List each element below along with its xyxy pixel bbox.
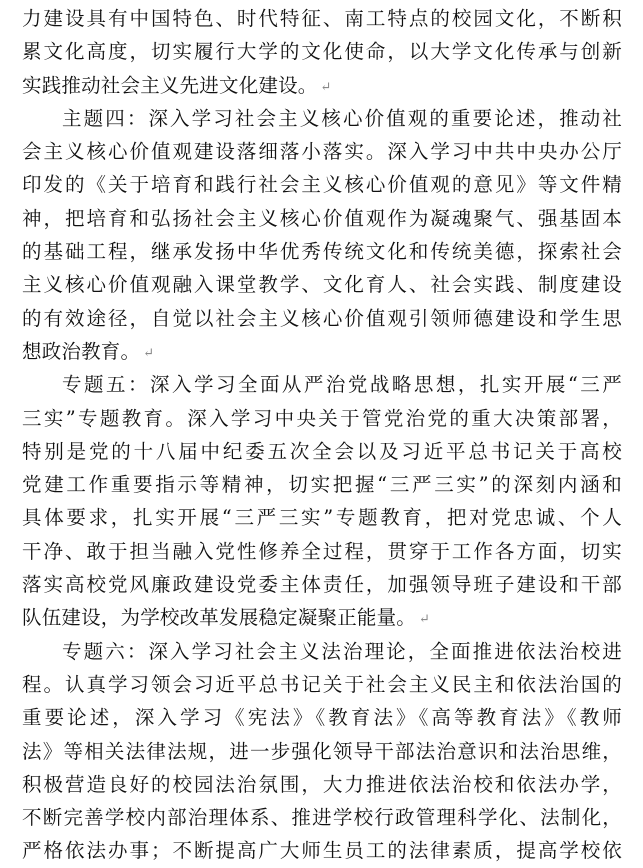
line-text: 落实高校党风廉政建设党委主体责任，加强领导班子建设和干部 <box>22 573 622 597</box>
line-text: 专题六：深入学习社会主义法治理论，全面推进依法治校进 <box>62 639 622 663</box>
paragraph <box>22 102 622 368</box>
line-text: 想政治教育。 <box>22 339 141 363</box>
text-line <box>22 268 622 301</box>
text-line <box>22 735 622 768</box>
paragraph-mark-icon: ↵ <box>143 345 155 361</box>
text-line <box>22 402 622 435</box>
line-text: 专题五：深入学习全面从严治党战略思想，扎实开展“三严 <box>62 373 622 397</box>
text-line <box>22 69 622 102</box>
line-text: 积极营造良好的校园法治氛围，大力推进依法治校和依法办学， <box>22 772 622 796</box>
line-text: 重要论述，深入学习《宪法》《教育法》《高等教育法》《教师 <box>22 706 622 730</box>
text-line <box>22 368 622 401</box>
text-line <box>22 601 622 634</box>
text-line <box>22 834 622 867</box>
text-line <box>22 235 622 268</box>
line-text: 三实”专题教育。深入学习中央关于管党治党的重大决策部署， <box>22 406 622 430</box>
text-line <box>22 168 622 201</box>
line-text: 的基础工程，继承发扬中华优秀传统文化和传统美德，探索社会 <box>22 240 622 264</box>
paragraph <box>22 368 622 634</box>
text-line <box>22 2 622 35</box>
text-line <box>22 468 622 501</box>
text-line <box>22 102 622 135</box>
document-body <box>22 2 622 868</box>
line-text: 程。认真学习领会习近平总书记关于社会主义民主和依法治国的 <box>22 672 622 696</box>
text-line <box>22 302 622 335</box>
text-line <box>22 501 622 534</box>
line-text: 特别是党的十八届中纪委五次全会以及习近平总书记关于高校 <box>22 439 622 463</box>
text-line <box>22 135 622 168</box>
line-text: 累文化高度，切实履行大学的文化使命，以大学文化传承与创新 <box>22 40 622 64</box>
line-text: 法》等相关法律法规，进一步强化领导干部法治意识和法治思维， <box>22 739 622 763</box>
text-line <box>22 635 622 668</box>
text-line <box>22 701 622 734</box>
paragraph <box>22 2 622 102</box>
line-text: 具体要求，扎实开展“三严三实”专题教育，把对党忠诚、个人 <box>22 506 622 530</box>
line-text: 党建工作重要指示等精神，切实把握“三严三实”的深刻内涵和 <box>22 473 622 497</box>
line-text: 会主义核心价值观建设落细落小落实。深入学习中共中央办公厅 <box>22 140 622 164</box>
line-text: 严格依法办事；不断提高广大师生员工的法律素质，提高学校依 <box>22 839 622 863</box>
line-text: 不断完善学校内部治理体系、推进学校行政管理科学化、法制化， <box>22 806 622 830</box>
line-text: 干净、敢于担当融入党性修养全过程，贯穿于工作各方面，切实 <box>22 539 622 563</box>
line-text: 主题四：深入学习社会主义核心价值观的重要论述，推动社 <box>62 106 622 130</box>
line-text: 印发的《关于培育和践行社会主义核心价值观的意见》等文件精 <box>22 173 622 197</box>
line-text: 队伍建设，为学校改革发展稳定凝聚正能量。 <box>22 606 417 630</box>
text-line <box>22 768 622 801</box>
text-line <box>22 35 622 68</box>
text-line <box>22 335 622 368</box>
paragraph-mark-icon: ↵ <box>419 612 431 628</box>
line-text: 神，把培育和弘扬社会主义核心价值观作为凝魂聚气、强基固本 <box>22 206 622 230</box>
line-text: 力建设具有中国特色、时代特征、南工特点的校园文化，不断积 <box>22 7 622 30</box>
text-line <box>22 435 622 468</box>
text-line <box>22 535 622 568</box>
text-line <box>22 568 622 601</box>
line-text: 实践推动社会主义先进文化建设。 <box>22 73 318 97</box>
paragraph <box>22 635 622 868</box>
line-text: 的有效途径，自觉以社会主义核心价值观引领师德建设和学生思 <box>22 306 622 330</box>
text-line <box>22 668 622 701</box>
paragraph-mark-icon: ↵ <box>320 79 332 95</box>
line-text: 主义核心价值观融入课堂教学、文化育人、社会实践、制度建设 <box>22 273 622 297</box>
text-line <box>22 801 622 834</box>
text-line <box>22 202 622 235</box>
